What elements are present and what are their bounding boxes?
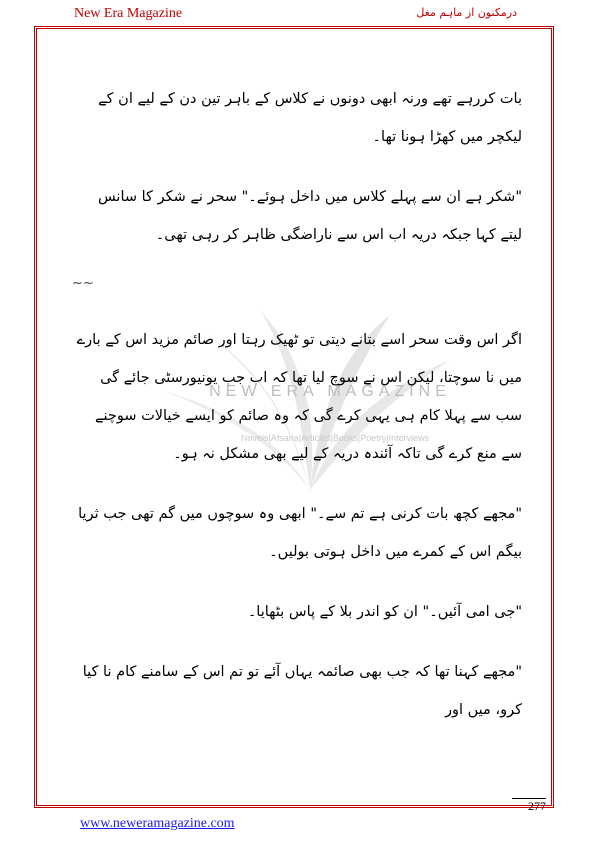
paragraph-2: "شکر ہے ان سے پہلے کلاس میں داخل ہوئے۔" سحر نے شکر کا سانس لیتے کہا جبکہ دریہ اب اس سے ناراضگی ظاہر کر رہی تھی۔: [97, 189, 522, 243]
paragraph-6: "مجھے کہنا تھا کہ جب بھی صائمہ یہاں آئے تو تم اس کے سامنے کام نا کیا کرو، میں اور: [82, 664, 522, 718]
section-separator: ~~: [72, 276, 94, 291]
paragraph-3: اگر اس وقت سحر اسے بتانے دیتی تو ٹھیک رہتا اور صائم مزید اس کے بارے میں نا سوچتا، لیکن اس نے سوچ لیا تھا کہ اب جب یونیورسٹی جائے گی سب سے پہلا کام ہی یہی کرے گی کہ وہ صائم کو ایسے خیالات سوچنے سے منع کرے گی تاکہ آئندہ دریہ کے لیے بھی مشکل نہ ہو۔: [76, 332, 522, 462]
story-title: درمکنون از ماہم مغل: [416, 6, 517, 19]
paragraph-1: بات کررہے تھے ورنہ ابھی دونوں نے کلاس کے باہر تین دن کے لیے ان کے لیکچر میں کھڑا ہونا تھا۔: [98, 91, 522, 145]
story-body: [72, 80, 522, 751]
magazine-name: New Era Magazine: [74, 6, 183, 21]
website-link[interactable]: www.neweramagazine.com: [80, 816, 235, 831]
watermark-tagline: Novels|Afsana|Articles|Books|Poetry|Interviews: [240, 433, 430, 443]
paragraph-5: "جی امی آئیں۔" ان کو اندر بلا کے پاس بٹھایا۔: [247, 604, 522, 620]
watermark-title: NEW ERA MAGAZINE: [209, 383, 451, 400]
paragraph-4: "مجھے کچھ بات کرنی ہے تم سے۔" ابھی وہ سوچوں میں گم تھی جب ثریا بیگم اس کے کمرے میں داخل ہوتی بولیں۔: [78, 506, 522, 560]
page-number: 277: [512, 798, 546, 814]
